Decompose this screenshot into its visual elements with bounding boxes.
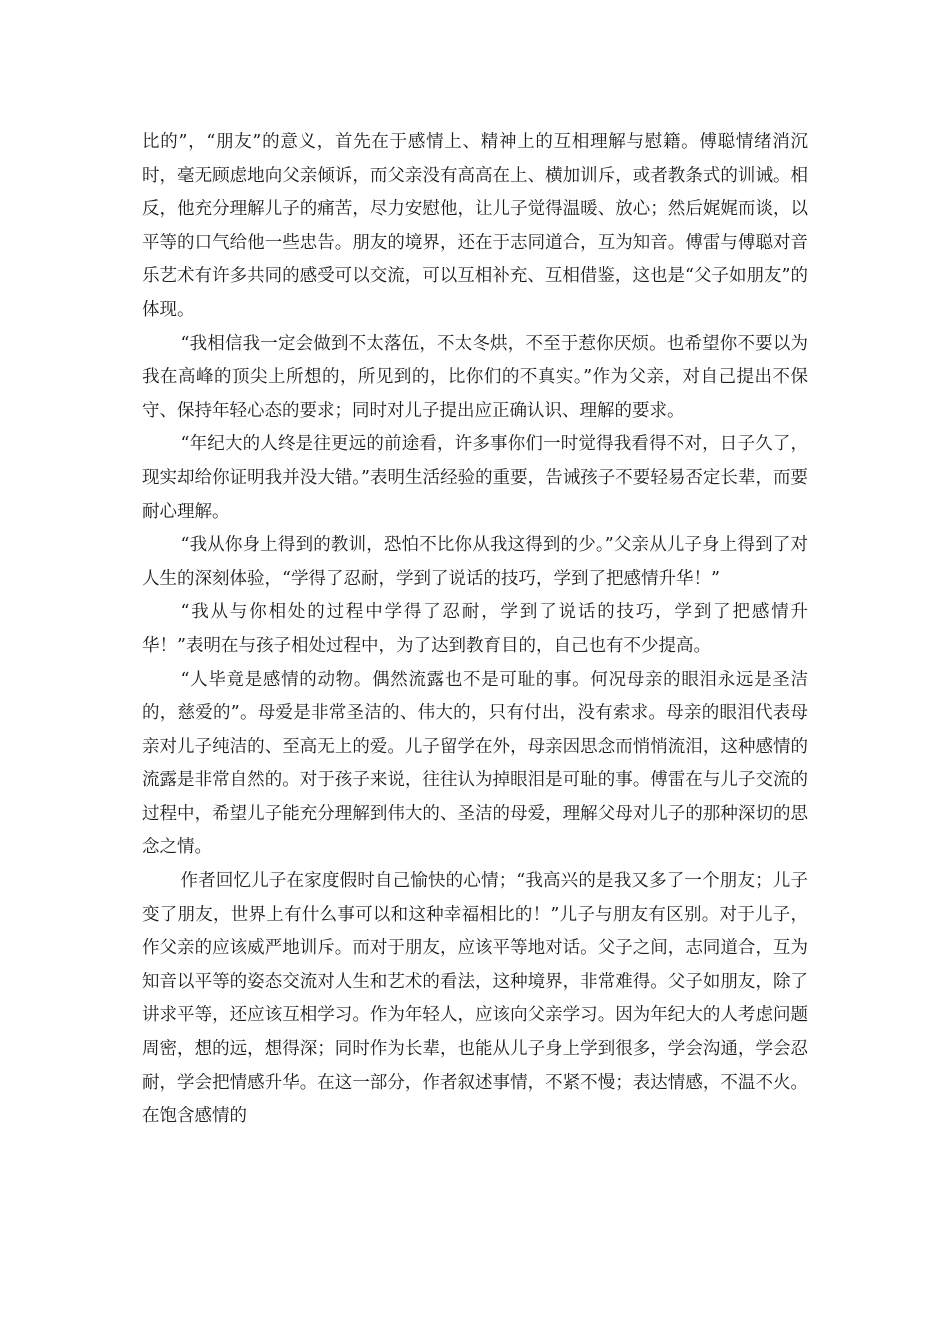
- paragraph-5: “我从与你相处的过程中学得了忍耐，学到了说话的技巧，学到了把感情升华！”表明在与孩子相处过程中，为了达到教育目的，自己也有不少提高。: [142, 602, 808, 656]
- paragraph-2: “我相信我一定会做到不太落伍，不太冬烘，不至于惹你厌烦。也希望你不要以为我在高峰的顶尖上所想的，所见到的，比你们的不真实。”作为父亲，对自己提出不保守、保持年轻心态的要求；同时对儿子提出应正确认识、理解的要求。: [142, 333, 808, 421]
- paragraph-1: 比的”，“朋友”的意义，首先在于感情上、精神上的互相理解与慰籍。傅聪情绪消沉时，毫无顾虑地向父亲倾诉，而父亲没有高高在上、横加训斥，或者教条式的训诫。相反，他充分理解儿子的痛苦，尽力安慰他，让儿子觉得温暖、放心；然后娓娓而谈，以平等的口气给他一些忠告。朋友的境界，还在于志同道合，互为知音。傅雷与傅聪对音乐艺术有许多共同的感受可以交流，可以互相补充、互相借鉴，这也是“父子如朋友”的体现。: [142, 132, 808, 320]
- paragraph-7: 作者回忆儿子在家度假时自己愉快的心情；“我高兴的是我又多了一个朋友；儿子变了朋友，世界上有什么事可以和这种幸福相比的！”儿子与朋友有区别。对于儿子，作父亲的应该威严地训斥。而对于朋友，应该平等地对话。父子之间，志同道合，互为知音以平等的姿态交流对人生和艺术的看法，这种境界，非常难得。父子如朋友，除了讲求平等，还应该互相学习。作为年轻人，应该向父亲学习。因为年纪大的人考虑问题周密，想的远，想得深；同时作为长辈，也能从儿子身上学到很多，学会沟通，学会忍耐，学会把情感升华。在这一部分，作者叙述事情，不紧不慢；表达情感，不温不火。在饱含感情的: [142, 871, 808, 1127]
- paragraph-3: “年纪大的人终是往更远的前途看，许多事你们一时觉得我看得不对，日子久了，现实却给你证明我并没大错。”表明生活经验的重要，告诫孩子不要轻易否定长辈，而要耐心理解。: [142, 434, 808, 522]
- document-page: [142, 126, 808, 1134]
- paragraph-4: “我从你身上得到的教训，恐怕不比你从我这得到的少。”父亲从儿子身上得到了对人生的深刻体验，“学得了忍耐，学到了说话的技巧，学到了把感情升华！”: [142, 535, 808, 589]
- paragraph-6: “人毕竟是感情的动物。偶然流露也不是可耻的事。何况母亲的眼泪永远是圣洁的，慈爱的”。母爱是非常圣洁的、伟大的，只有付出，没有索求。母亲的眼泪代表母亲对儿子纯洁的、至高无上的爱。儿子留学在外，母亲因思念而悄悄流泪，这种感情的流露是非常自然的。对于孩子来说，往往认为掉眼泪是可耻的事。傅雷在与儿子交流的过程中，希望儿子能充分理解到伟大的、圣洁的母爱，理解父母对儿子的那种深切的思念之情。: [142, 669, 808, 858]
